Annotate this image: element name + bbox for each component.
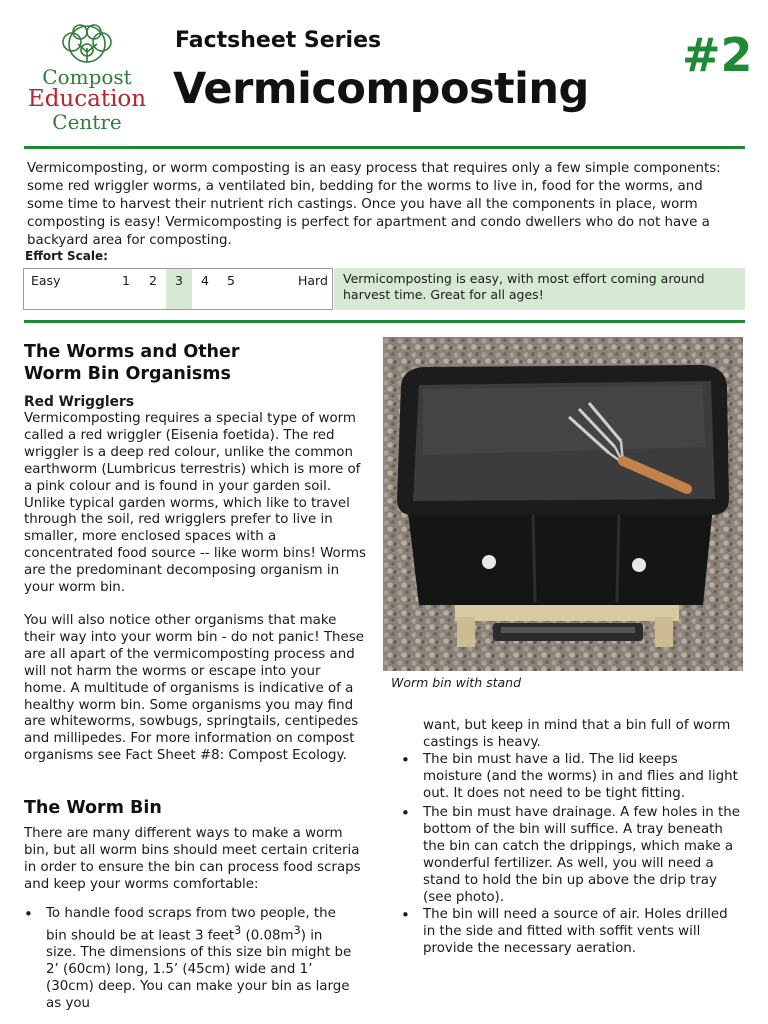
red-wrigglers-paragraph: Vermicomposting requires a special type of worm called a red wriggler (Eisenia foetida). The red wriggler is a deep red colour, unlike the common earthworm (Lumbricus terrestris) which is more of a pink colour and is found in your garden soil. Unlike typical garden worms, which like to travel through the soil, red wrigglers prefer to live in smaller, more enclosed spaces with a concentrated food source -- like worm bins! Worms are the predominant decomposing organism in your worm bin. bbox=[24, 411, 367, 596]
effort-scale-box bbox=[23, 268, 333, 310]
tree-icon bbox=[63, 25, 111, 62]
section-heading-worm-bin: The Worm Bin bbox=[24, 798, 162, 818]
effort-description: Vermicomposting is easy, with most effort coming around harvest time. Great for all ages! bbox=[334, 268, 745, 310]
factsheet-number: #2 bbox=[682, 28, 753, 82]
logo-line-3: Centre bbox=[52, 110, 122, 134]
effort-hard-label: Hard bbox=[298, 273, 328, 288]
section-heading-worms: The Worms and Other Worm Bin Organisms bbox=[24, 342, 240, 384]
bullet-size: • To handle food scraps from two people, the bin should be at least 3 feet$^3$ $(0.08m^3)$ in size. The dimensions of this size bin might be 2’ (60cm) long, 1.5’ (45cm) wide and 1’ (30cm) deep. You can make your bin as large as you bbox=[24, 905, 352, 1011]
effort-level-2: 2 bbox=[149, 273, 157, 288]
intro-paragraph: Vermicomposting, or worm composting is an easy process that requires only a few simple components: some red wriggler worms, a ventilated bin, bedding for the worms to live in, food for the worms, and some time to harvest their nutrient rich castings. Once you have all the components in place, worm composting is easy! Vermicomposting is perfect for apartment and condo dwellers who do not have a backyard area for composting. bbox=[27, 161, 721, 248]
logo-line-1: Compost bbox=[42, 65, 132, 89]
bullet-dot: • bbox=[24, 905, 33, 923]
effort-level-4: 4 bbox=[201, 273, 209, 288]
bullet-drainage: • The bin must have drainage. A few holes in the bottom of the bin will suffice. A tray beneath the bin can catch the drippings, which make a wonderful fertilizer. As well, you will need a stand to hold the bin up above the drip tray (see photo). bbox=[401, 804, 741, 905]
subheading-red-wrigglers: Red Wrigglers bbox=[24, 394, 135, 410]
series-label: Factsheet Series bbox=[175, 28, 382, 53]
page-title: Vermicomposting bbox=[173, 64, 589, 114]
effort-scale-label: Effort Scale: bbox=[25, 249, 108, 263]
bullet-dot: • bbox=[401, 751, 410, 769]
photo-caption: Worm bin with stand bbox=[391, 675, 522, 690]
bullet-dot: • bbox=[401, 804, 410, 822]
worm-bin-photo bbox=[383, 337, 743, 671]
bullet-air: • The bin will need a source of air. Holes drilled in the side and fitted with soffit vents will provide the necessary aeration. bbox=[401, 906, 728, 956]
effort-level-5: 5 bbox=[227, 273, 235, 288]
effort-level-3: 3 bbox=[175, 273, 183, 288]
organisms-paragraph: You will also notice other organisms that make their way into your worm bin - do not panic! These are all apart of the vermicomposting process and will not harm the worms or escape into your home. A multitude of organisms is indicative of a healthy worm bin. Some organisms you may find are whiteworms, sowbugs, springtails, centipedes and millipedes. For more information on compost organisms see Fact Sheet #8: Compost Ecology. bbox=[24, 613, 364, 764]
top-rule bbox=[24, 146, 745, 149]
bullet-size-continued: want, but keep in mind that a bin full of worm castings is heavy. bbox=[423, 718, 731, 750]
logo-line-2: Education bbox=[27, 86, 147, 112]
effort-level-1: 1 bbox=[122, 273, 130, 288]
bullet-lid: • The bin must have a lid. The lid keeps moisture (and the worms) in and flies and light out. It does not need to be tight fitting. bbox=[401, 751, 738, 801]
worm-bin-paragraph: There are many different ways to make a worm bin, but all worm bins should meet certain criteria in order to ensure the bin can process food scraps and keep your worms comfortable: bbox=[24, 826, 361, 892]
effort-easy-label: Easy bbox=[31, 273, 61, 288]
section-rule bbox=[24, 320, 745, 323]
bullet-dot: • bbox=[401, 906, 410, 924]
